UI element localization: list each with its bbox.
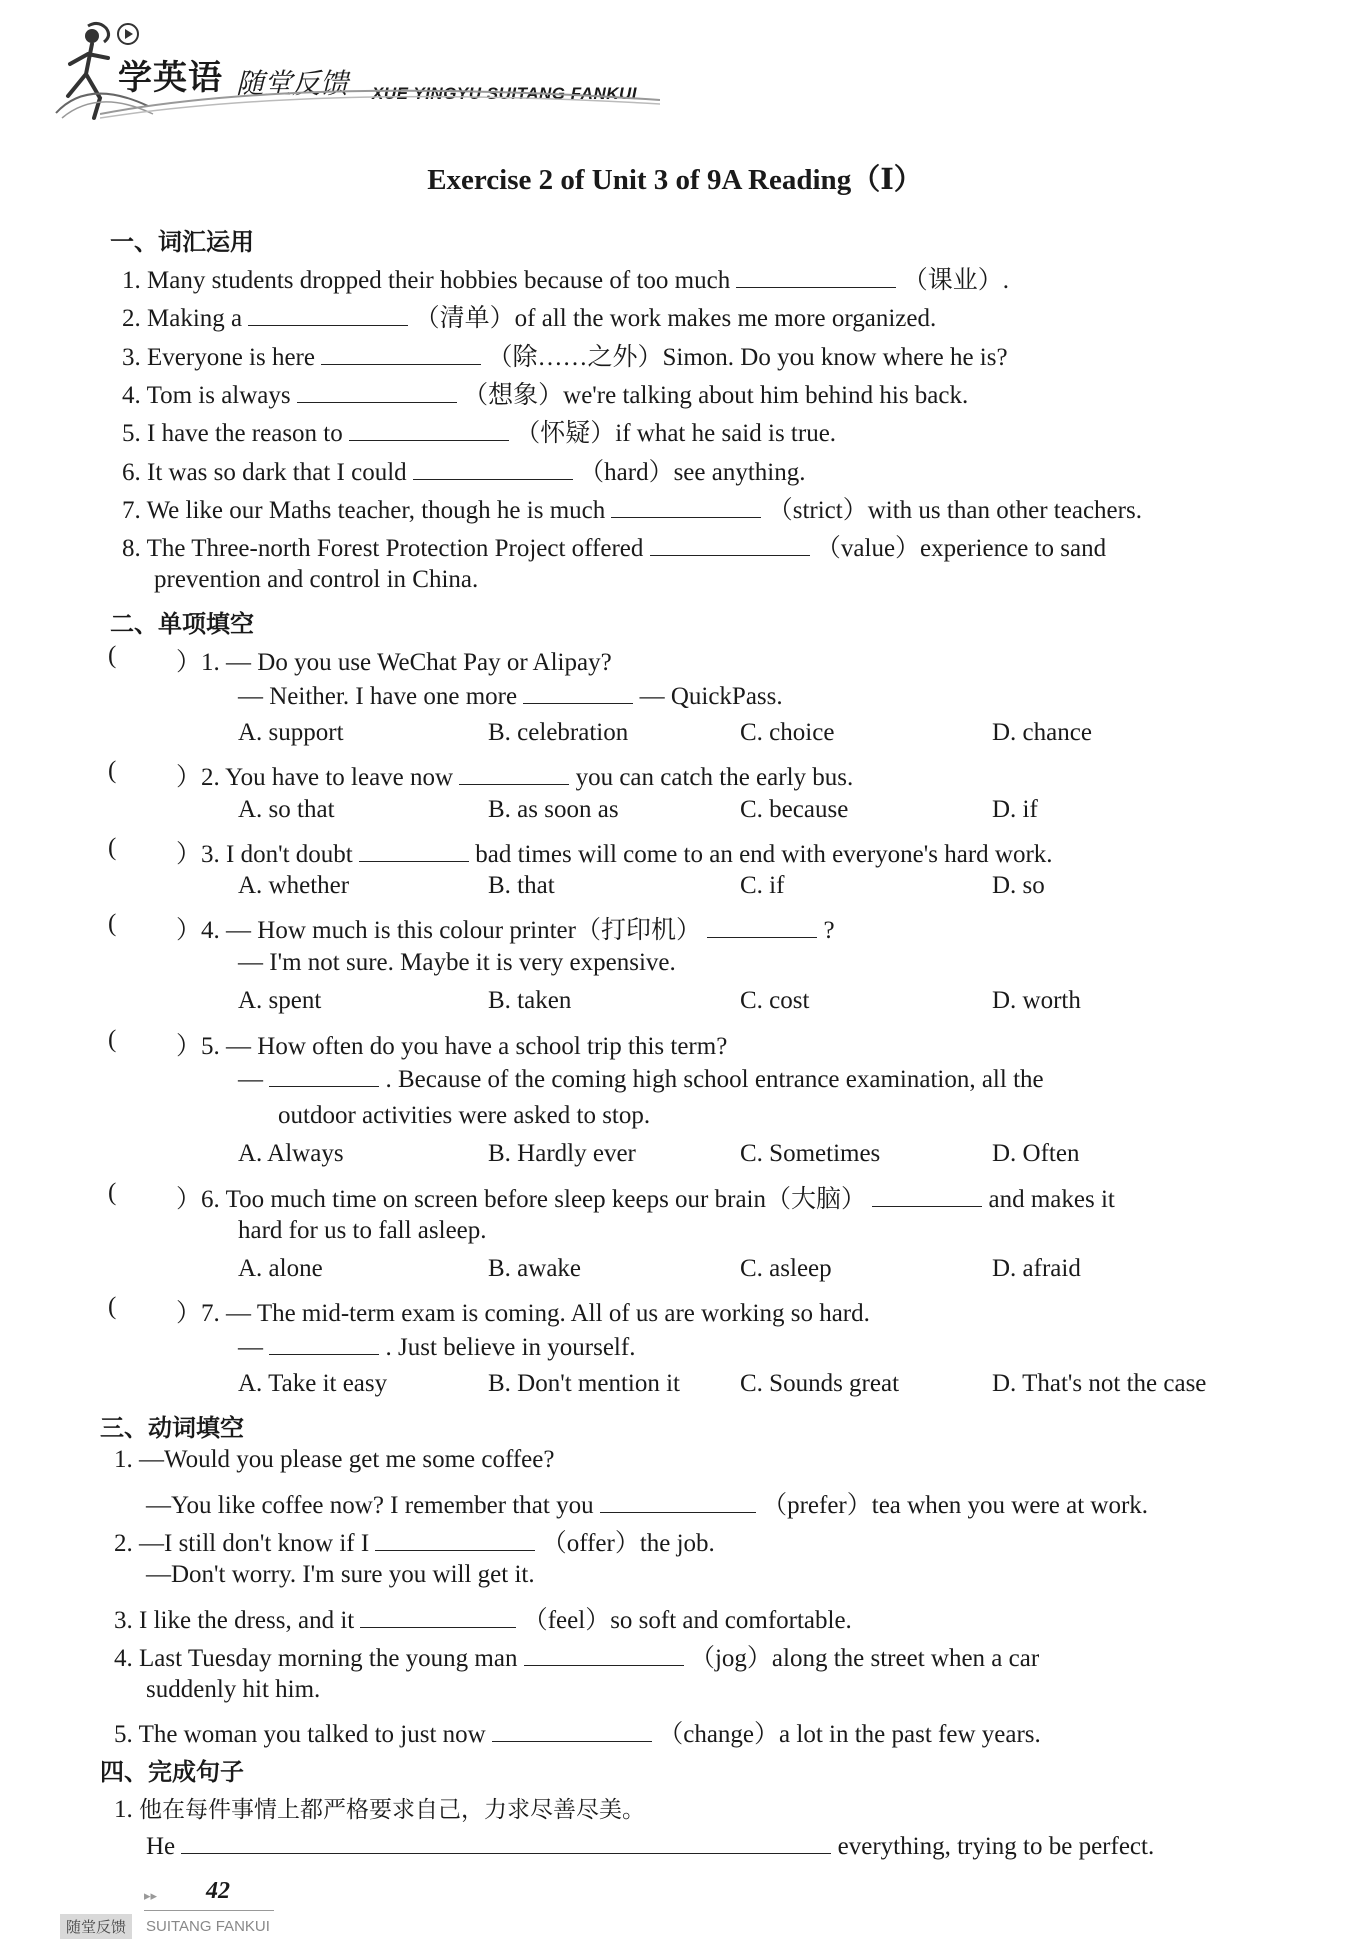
list-item-continuation: suddenly hit him. (146, 1676, 321, 1703)
section-2-heading: 二、单项填空 (110, 610, 254, 638)
option-d[interactable]: D. Often (992, 1140, 1080, 1167)
question-3: ）3. I don't doubt bad times will come to an end with everyone's hard work. (176, 841, 1053, 868)
footer-rule (144, 1910, 274, 1911)
answer-blank[interactable] (611, 495, 761, 518)
answer-blank[interactable] (872, 1184, 982, 1207)
list-item: 3. I like the dress, and it （feel）so soft and comfortable. (114, 1607, 852, 1634)
answer-blank[interactable] (269, 1064, 379, 1087)
page-number: 42 (206, 1878, 230, 1904)
option-a[interactable]: A. spent (238, 987, 322, 1014)
answer-blank[interactable] (459, 762, 569, 785)
answer-blank[interactable] (269, 1332, 379, 1355)
footer-label-en: SUITANG FANKUI (146, 1918, 270, 1935)
option-b[interactable]: B. Don't mention it (488, 1370, 681, 1397)
option-d[interactable]: D. afraid (992, 1255, 1081, 1282)
list-item: 2. Making a （清单）of all the work makes me more organized. (122, 305, 937, 332)
option-c[interactable]: C. because (740, 796, 849, 823)
list-item: 3. Everyone is here （除……之外）Simon. Do you know where he is? (122, 344, 1008, 371)
answer-paren[interactable]: ( (108, 1179, 117, 1206)
header-swoosh (100, 70, 660, 120)
list-item-line2: He everything, trying to be perfect. (146, 1833, 1155, 1860)
list-item: 4. Last Tuesday morning the young man （jog）along the street when a car (114, 1645, 1040, 1672)
option-b[interactable]: B. Hardly ever (488, 1140, 636, 1167)
option-a[interactable]: A. Take it easy (238, 1370, 388, 1397)
option-c[interactable]: C. cost (740, 987, 810, 1014)
answer-blank[interactable] (349, 418, 509, 441)
list-item: 1. 他在每件事情上都严格要求自己，力求尽善尽美。 (114, 1796, 645, 1823)
option-b[interactable]: B. as soon as (488, 796, 619, 823)
question-5-line2: — . Because of the coming high school entrance examination, all the (238, 1066, 1044, 1093)
question-4-line2: — I'm not sure. Maybe it is very expensive. (238, 949, 676, 976)
question-7-line2: — . Just believe in yourself. (238, 1334, 636, 1361)
option-c[interactable]: C. choice (740, 719, 835, 746)
option-b[interactable]: B. taken (488, 987, 572, 1014)
option-a[interactable]: A. Always (238, 1140, 344, 1167)
answer-blank[interactable] (375, 1528, 535, 1551)
option-d[interactable]: D. chance (992, 719, 1092, 746)
list-item: 1. Many students dropped their hobbies because of too much （课业）. (122, 267, 1009, 294)
answer-blank[interactable] (359, 839, 469, 862)
list-item: 7. We like our Maths teacher, though he is much （strict）with us than other teachers. (122, 497, 1142, 524)
answer-blank[interactable] (181, 1831, 831, 1854)
question-5-line3: outdoor activities were asked to stop. (278, 1102, 651, 1129)
answer-paren[interactable]: ( (108, 834, 117, 861)
footer-arrows-icon: ▸▸ (144, 1888, 158, 1903)
answer-paren[interactable]: ( (108, 757, 117, 784)
question-6: ）6. Too much time on screen before sleep keeps our brain（大脑） and makes it (176, 1186, 1115, 1213)
answer-paren[interactable]: ( (108, 1293, 117, 1320)
option-b[interactable]: B. awake (488, 1255, 582, 1282)
question-4: ）4. — How much is this colour printer（打印机） ? (176, 917, 835, 944)
option-d[interactable]: D. if (992, 796, 1038, 823)
option-b[interactable]: B. celebration (488, 719, 629, 746)
option-a[interactable]: A. so that (238, 796, 335, 823)
answer-blank[interactable] (321, 342, 481, 365)
answer-blank[interactable] (413, 457, 573, 480)
section-4-heading: 四、完成句子 (100, 1758, 244, 1786)
header-pinyin: XUE YINGYU SUITANG FANKUI (372, 84, 638, 103)
list-item: 1. —Would you please get me some coffee? (114, 1446, 555, 1473)
list-item-line2: —Don't worry. I'm sure you will get it. (146, 1561, 535, 1588)
question-1: ）1. — Do you use WeChat Pay or Alipay? (176, 649, 612, 676)
answer-blank[interactable] (492, 1719, 652, 1742)
list-item: 2. —I still don't know if I （offer）the job. (114, 1530, 715, 1557)
answer-blank[interactable] (524, 1643, 684, 1666)
answer-blank[interactable] (707, 915, 817, 938)
answer-blank[interactable] (650, 533, 810, 556)
answer-blank[interactable] (600, 1490, 756, 1513)
option-d[interactable]: D. so (992, 872, 1045, 899)
header-logo-text: 学英语 (118, 58, 223, 98)
option-c[interactable]: C. Sometimes (740, 1140, 881, 1167)
header-logo-subtext: 随堂反馈 (236, 67, 349, 100)
answer-blank[interactable] (360, 1605, 516, 1628)
option-a[interactable]: A. whether (238, 872, 350, 899)
answer-blank[interactable] (297, 380, 457, 403)
play-circle-icon (116, 22, 140, 46)
section-3-heading: 三、动词填空 (100, 1414, 244, 1442)
list-item-line2: —You like coffee now? I remember that you （prefer）tea when you were at work. (146, 1492, 1149, 1519)
list-item: 6. It was so dark that I could （hard）see anything. (122, 459, 806, 486)
list-item: 5. The woman you talked to just now （change）a lot in the past few years. (114, 1721, 1041, 1748)
answer-paren[interactable]: ( (108, 910, 117, 937)
option-d[interactable]: D. worth (992, 987, 1081, 1014)
page-title: Exercise 2 of Unit 3 of 9A Reading（Ⅰ） (427, 164, 923, 196)
question-7: ）7. — The mid-term exam is coming. All of us are working so hard. (176, 1300, 870, 1327)
answer-blank[interactable] (523, 681, 633, 704)
answer-blank[interactable] (248, 303, 408, 326)
answer-paren[interactable]: ( (108, 1026, 117, 1053)
footer-label: 随堂反馈 (60, 1914, 132, 1939)
option-c[interactable]: C. Sounds great (740, 1370, 900, 1397)
answer-blank[interactable] (736, 265, 896, 288)
list-item: 4. Tom is always （想象）we're talking about him behind his back. (122, 382, 969, 409)
question-2: ）2. You have to leave now you can catch the early bus. (176, 764, 854, 791)
question-1-line2: — Neither. I have one more — QuickPass. (238, 683, 783, 710)
list-item-continuation: prevention and control in China. (154, 566, 479, 593)
section-1-heading: 一、词汇运用 (110, 228, 254, 256)
option-c[interactable]: C. asleep (740, 1255, 832, 1282)
question-6-line2: hard for us to fall asleep. (238, 1217, 487, 1244)
list-item: 8. The Three-north Forest Protection Project offered （value）experience to sand (122, 535, 1107, 562)
option-c[interactable]: C. if (740, 872, 785, 899)
option-a[interactable]: A. support (238, 719, 344, 746)
option-d[interactable]: D. That's not the case (992, 1370, 1207, 1397)
list-item: 5. I have the reason to （怀疑）if what he said is true. (122, 420, 837, 447)
option-a[interactable]: A. alone (238, 1255, 323, 1282)
question-5: ）5. — How often do you have a school trip this term? (176, 1033, 728, 1060)
answer-paren[interactable]: ( (108, 642, 117, 669)
option-b[interactable]: B. that (488, 872, 555, 899)
